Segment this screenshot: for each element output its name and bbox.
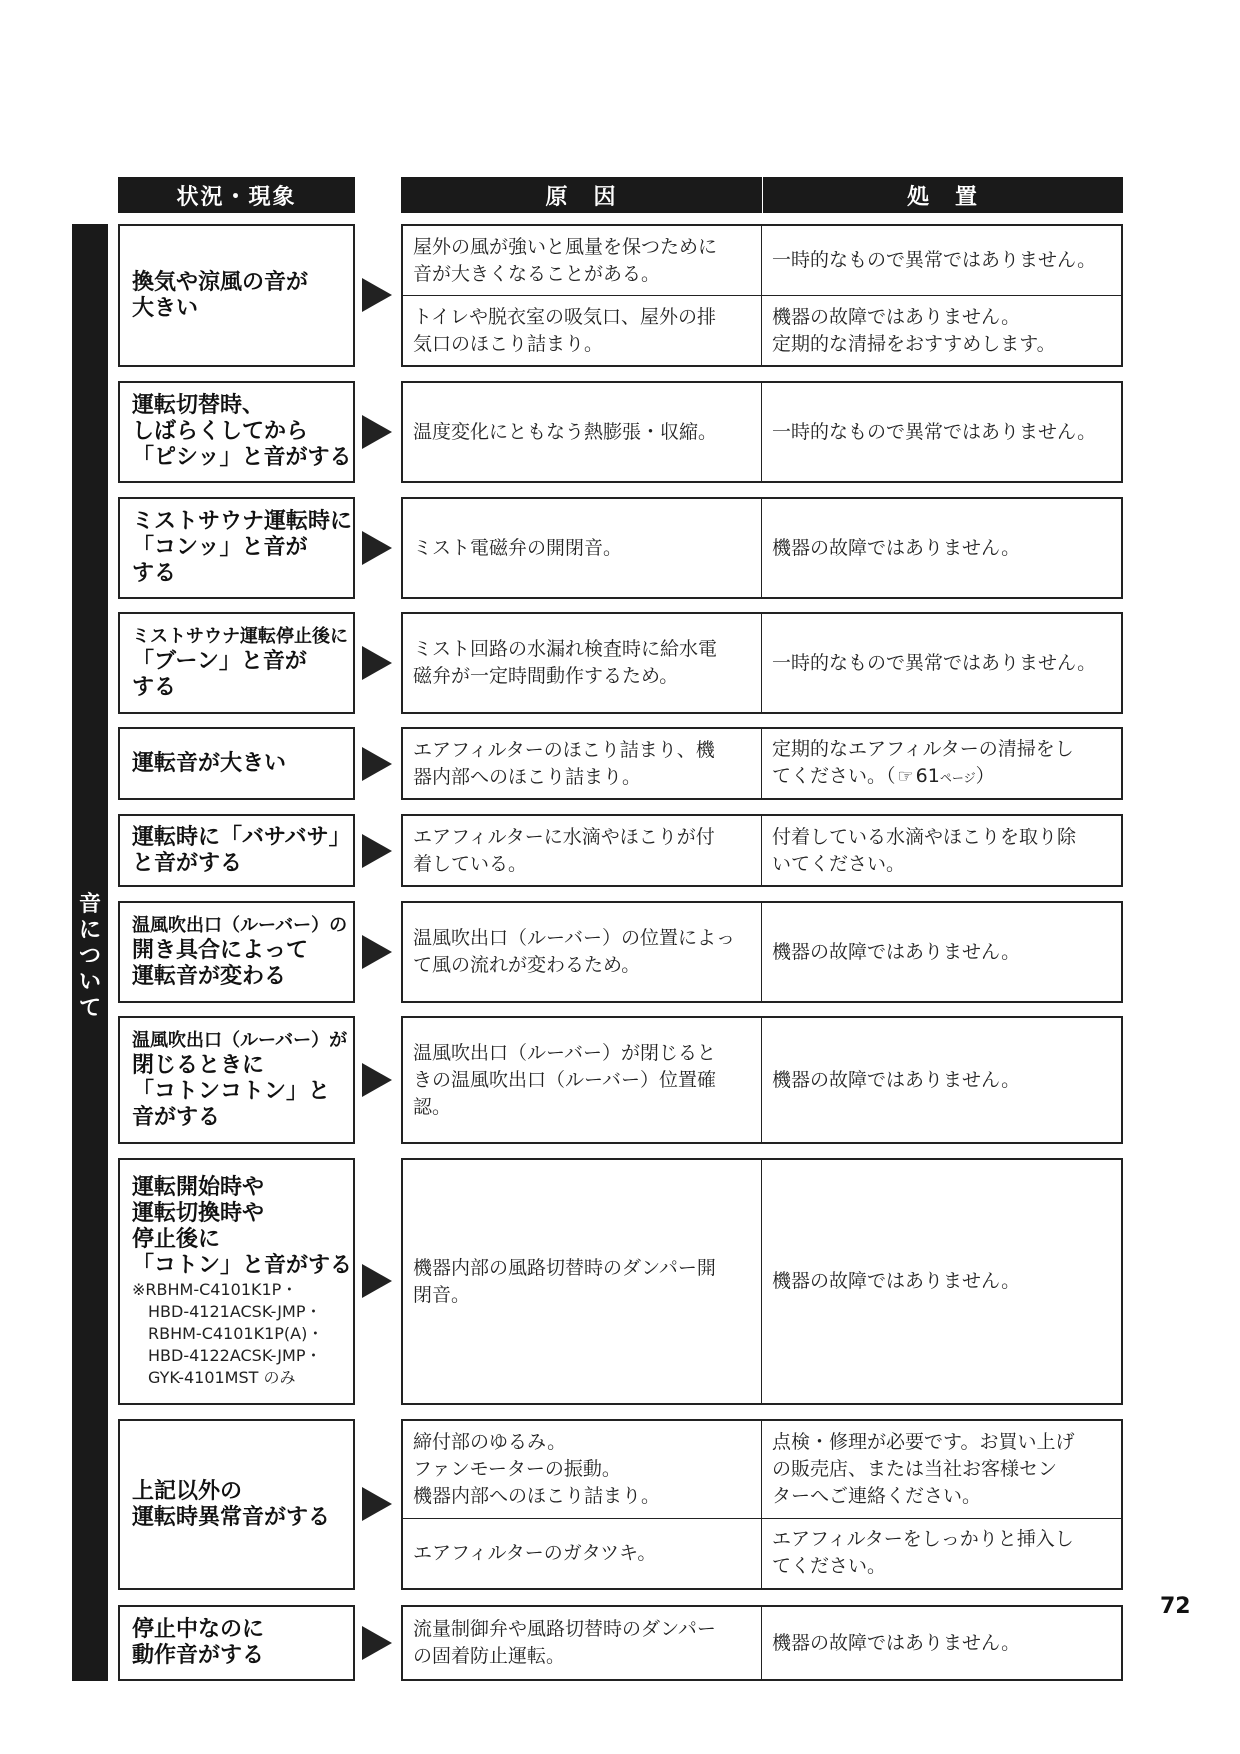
remedy-text bbox=[772, 736, 1074, 792]
remedy-cell bbox=[762, 816, 1121, 885]
section-label-char: 音 bbox=[78, 892, 101, 917]
arrow-icon bbox=[362, 531, 392, 565]
cause-text: 機器内部の風路切替時のダンパー開 閉音。 bbox=[413, 1256, 716, 1306]
cause-text: ミスト回路の水漏れ検査時に給水電 磁弁が一定時間動作するため。 bbox=[413, 638, 718, 687]
situation-text: 運転音が変わる bbox=[132, 964, 287, 989]
remedy-cell bbox=[762, 903, 1121, 1001]
arrow-icon bbox=[362, 646, 392, 680]
cause-cell bbox=[403, 816, 762, 885]
remedy-text: 付着している水滴やほこりを取り除 いてください。 bbox=[772, 825, 1077, 875]
table-row bbox=[0, 497, 1240, 599]
cause-text: 締付部のゆるみ。 ファンモーターの振動。 機器内部へのほこり詰まり。 bbox=[413, 1430, 661, 1507]
cause-remedy-grid bbox=[401, 814, 1123, 887]
remedy-cell bbox=[762, 1160, 1121, 1403]
cause-remedy-pair bbox=[403, 1518, 1121, 1588]
remedy-cell bbox=[762, 614, 1121, 712]
situation-text: 動作音がする bbox=[132, 1643, 265, 1668]
table-row bbox=[0, 1419, 1240, 1590]
remedy-text: 一時的なもので異常ではありません。 bbox=[772, 249, 1097, 271]
situation-text: と音がする bbox=[132, 850, 243, 876]
cause-cell bbox=[403, 226, 762, 295]
cause-remedy-pair bbox=[403, 499, 1121, 597]
situation-cell bbox=[118, 612, 355, 714]
remedy-text: 機器の故障ではありません。 bbox=[772, 1631, 1021, 1654]
situation-text: 運転切換時や bbox=[132, 1200, 265, 1226]
cause-text: 流量制御弁や風路切替時のダンパー の固着防止運転。 bbox=[413, 1618, 716, 1667]
page-ref-number: 61 bbox=[915, 764, 940, 787]
situation-text: 換気や涼風の音が bbox=[132, 269, 309, 295]
remedy-text: 機器の故障ではありません。 bbox=[772, 536, 1021, 559]
cause-text: エアフィルターのガタツキ。 bbox=[413, 1541, 657, 1564]
situation-cell bbox=[118, 224, 355, 367]
cause-remedy-grid bbox=[401, 381, 1123, 483]
arrow-icon bbox=[362, 1487, 392, 1521]
table-row bbox=[0, 224, 1240, 367]
situation-text: ミストサウナ運転時に bbox=[132, 509, 353, 534]
cause-remedy-grid bbox=[401, 727, 1123, 800]
cause-text: 温風吹出口（ルーバー）が閉じると きの温風吹出口（ルーバー）位置確認。 bbox=[413, 1041, 717, 1118]
situation-text: 「コンッ」と音が bbox=[132, 535, 308, 560]
remedy-cell bbox=[762, 1018, 1121, 1142]
cause-remedy-pair bbox=[403, 1421, 1121, 1518]
remedy-cell bbox=[762, 296, 1121, 365]
arrow-icon bbox=[362, 278, 392, 312]
situation-text: 大きい bbox=[132, 295, 199, 321]
cause-remedy-grid bbox=[401, 1419, 1123, 1590]
model-note: HBD-4122ACSK-JMP・ bbox=[132, 1345, 322, 1365]
arrow-icon bbox=[362, 935, 392, 969]
situation-text: 開き具合によって bbox=[132, 938, 309, 963]
situation-text: 温風吹出口（ルーバー）が bbox=[132, 1030, 348, 1051]
situation-cell bbox=[118, 814, 355, 887]
remedy-cell bbox=[762, 226, 1121, 295]
header-cause: 原 因 bbox=[401, 177, 762, 213]
situation-text: 運転時異常音がする bbox=[132, 1504, 331, 1530]
table-row bbox=[0, 727, 1240, 800]
pointing-hand-icon: ☞ bbox=[897, 765, 914, 787]
situation-cell bbox=[118, 1158, 355, 1405]
table-row bbox=[0, 901, 1240, 1003]
situation-text: 音がする bbox=[132, 1105, 221, 1130]
situation-text: 「コトンコトン」と bbox=[132, 1079, 331, 1104]
situation-cell bbox=[118, 1605, 355, 1681]
table-row bbox=[0, 1158, 1240, 1405]
arrow-icon bbox=[362, 1626, 392, 1660]
situation-cell bbox=[118, 1419, 355, 1590]
situation-text: しばらくしてから bbox=[132, 419, 309, 444]
table-row bbox=[0, 1016, 1240, 1144]
cause-text: 温度変化にともなう熱膨張・収縮。 bbox=[413, 420, 718, 443]
page-number: 72 bbox=[1160, 1594, 1191, 1619]
situation-text: 運転時に「バサバサ」 bbox=[132, 824, 351, 850]
table-row bbox=[0, 1605, 1240, 1681]
situation-text: ミストサウナ運転停止後に bbox=[132, 626, 348, 647]
cause-cell bbox=[403, 296, 762, 365]
table-row bbox=[0, 612, 1240, 714]
cause-cell bbox=[403, 383, 762, 481]
cause-cell bbox=[403, 1607, 762, 1679]
situation-cell bbox=[118, 901, 355, 1003]
situation-text: 上記以外の bbox=[132, 1478, 243, 1504]
section-label-char: つ bbox=[78, 944, 101, 969]
remedy-text: 機器の故障ではありません。 bbox=[772, 1270, 1021, 1292]
cause-remedy-pair bbox=[403, 226, 1121, 295]
remedy-text: 機器の故障ではありません。 bbox=[772, 1068, 1021, 1091]
cause-cell bbox=[403, 903, 762, 1001]
situation-text: 停止中なのに bbox=[132, 1617, 265, 1642]
arrow-icon bbox=[362, 834, 392, 868]
remedy-text: 機器の故障ではありません。 bbox=[772, 940, 1021, 963]
cause-remedy-pair bbox=[403, 614, 1121, 712]
cause-remedy-grid bbox=[401, 497, 1123, 599]
remedy-cell bbox=[762, 1421, 1121, 1518]
header-situation: 状況・現象 bbox=[118, 177, 355, 213]
cause-text: 温風吹出口（ルーバー）の位置によっ て風の流れが変わるため。 bbox=[413, 927, 736, 976]
arrow-icon bbox=[362, 1063, 392, 1097]
table-row bbox=[0, 814, 1240, 887]
remedy-cell bbox=[762, 1607, 1121, 1679]
remedy-cell bbox=[762, 729, 1121, 798]
situation-text: 停止後に bbox=[132, 1226, 221, 1252]
cause-remedy-grid bbox=[401, 1605, 1123, 1681]
remedy-cell bbox=[762, 383, 1121, 481]
section-label-char: て bbox=[78, 996, 101, 1021]
remedy-text: 一時的なもので異常ではありません。 bbox=[772, 420, 1097, 443]
remedy-text: 一時的なもので異常ではありません。 bbox=[772, 651, 1097, 674]
situation-cell bbox=[118, 497, 355, 599]
cause-cell bbox=[403, 499, 762, 597]
situation-text: 温風吹出口（ルーバー）の bbox=[132, 915, 348, 936]
section-label-char: い bbox=[78, 970, 101, 995]
page-ref-unit: ページ bbox=[939, 770, 976, 785]
model-note: HBD-4121ACSK-JMP・ bbox=[132, 1301, 322, 1321]
situation-text: 「ピシッ」と音がする bbox=[132, 445, 352, 470]
cause-remedy-pair bbox=[403, 1018, 1121, 1142]
situation-text: 「ブーン」と音が bbox=[132, 649, 307, 674]
cause-cell bbox=[403, 614, 762, 712]
cause-remedy-pair bbox=[403, 295, 1121, 365]
cause-remedy-grid bbox=[401, 1158, 1123, 1405]
situation-text: 閉じるときに bbox=[132, 1053, 265, 1078]
remedy-text: 点検・修理が必要です。お買い上げ の販売店、または当社お客様セン ターへご連絡ください。 bbox=[772, 1430, 1075, 1507]
situation-text: 「コトン」と音がする bbox=[132, 1252, 353, 1278]
cause-cell bbox=[403, 729, 762, 798]
arrow-icon bbox=[362, 415, 392, 449]
arrow-icon bbox=[362, 1264, 392, 1298]
table-row bbox=[0, 381, 1240, 483]
cause-remedy-grid bbox=[401, 901, 1123, 1003]
cause-remedy-pair bbox=[403, 383, 1121, 481]
cause-remedy-pair bbox=[403, 1607, 1121, 1679]
cause-remedy-pair bbox=[403, 816, 1121, 885]
page-ref-close: ） bbox=[975, 764, 995, 787]
model-note: RBHM-C4101K1P(A)・ bbox=[132, 1323, 324, 1343]
cause-remedy-grid bbox=[401, 612, 1123, 714]
cause-remedy-pair bbox=[403, 1160, 1121, 1403]
cause-text: ミスト電磁弁の開閉音。 bbox=[413, 536, 623, 559]
cause-text: エアフィルターに水滴やほこりが付 着している。 bbox=[413, 825, 715, 875]
cause-remedy-pair bbox=[403, 729, 1121, 798]
cause-cell bbox=[403, 1519, 762, 1588]
model-note: GYK-4101MST のみ bbox=[132, 1367, 296, 1387]
cause-remedy-grid bbox=[401, 1016, 1123, 1144]
cause-text: トイレや脱衣室の吸気口、屋外の排 気口のほこり詰まり。 bbox=[413, 305, 717, 355]
situation-cell bbox=[118, 381, 355, 483]
situation-cell bbox=[118, 1016, 355, 1144]
header-remedy: 処 置 bbox=[763, 177, 1123, 213]
situation-text: 運転開始時や bbox=[132, 1174, 265, 1200]
cause-remedy-pair bbox=[403, 903, 1121, 1001]
model-note: ※RBHM-C4101K1P・ bbox=[132, 1279, 298, 1299]
situation-text: する bbox=[132, 561, 177, 586]
situation-text: する bbox=[132, 675, 177, 700]
situation-text: 運転切替時、 bbox=[132, 393, 265, 418]
remedy-text-main: 定期的なエアフィルターの清掃をし てください。（ bbox=[772, 737, 1074, 787]
cause-cell bbox=[403, 1018, 762, 1142]
cause-cell bbox=[403, 1421, 762, 1518]
remedy-cell bbox=[762, 499, 1121, 597]
situation-cell bbox=[118, 727, 355, 800]
remedy-text: エアフィルターをしっかりと挿入し てください。 bbox=[772, 1528, 1074, 1578]
cause-remedy-grid bbox=[401, 224, 1123, 367]
cause-cell bbox=[403, 1160, 762, 1403]
remedy-cell bbox=[762, 1519, 1121, 1588]
arrow-icon bbox=[362, 747, 392, 781]
cause-text: 屋外の風が強いと風量を保つために 音が大きくなることがある。 bbox=[413, 235, 718, 285]
cause-text: エアフィルターのほこり詰まり、機 器内部へのほこり詰まり。 bbox=[413, 738, 715, 788]
section-label-char: に bbox=[78, 918, 101, 943]
situation-text: 運転音が大きい bbox=[132, 750, 287, 776]
remedy-text: 機器の故障ではありません。 定期的な清掃をおすすめします。 bbox=[772, 305, 1056, 355]
